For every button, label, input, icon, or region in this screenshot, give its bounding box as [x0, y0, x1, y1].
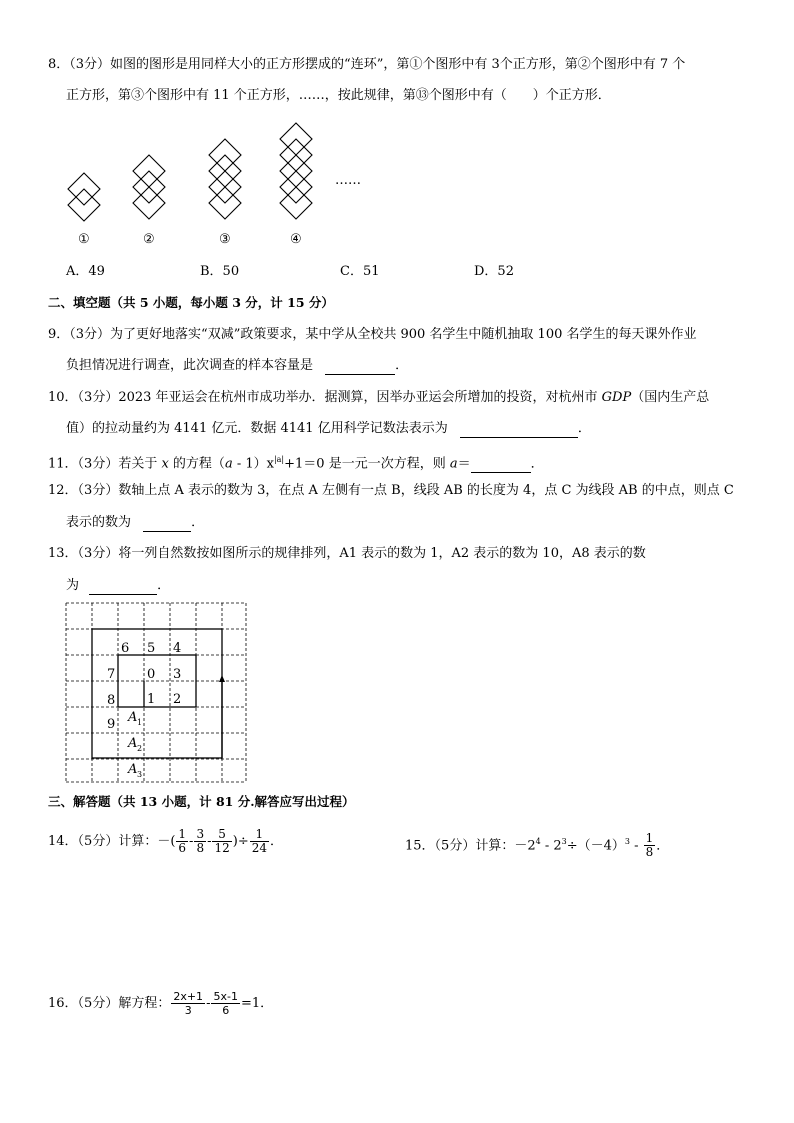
grid-number-3: 3 — [173, 667, 182, 682]
q8-label-2: ② — [143, 232, 155, 247]
section2-title: 二、填空题（共 5 小题，每小题 3 分，计 15 分） — [48, 295, 334, 310]
q8-line2: 正方形，第③个图形中有 11 个正方形，……，按此规律，第⑬个图形中有（ ）个正方形． — [66, 88, 611, 103]
grid-label-a3: A — [128, 762, 138, 777]
q13-line2: 为 ． — [66, 578, 171, 593]
q8-ellipsis: …… — [335, 173, 361, 188]
q15-line: 15．（5分）计算：$-2^4 - 2^3\div(-4)^3$ - $\frac{1}{8}$ ． — [405, 831, 670, 860]
q12-answer-blank[interactable] — [143, 517, 191, 532]
q8-option-b: B．50 — [200, 264, 240, 279]
grid-number-6: 6 — [121, 641, 130, 656]
q9-line2: 负担情况进行调查，此次调查的样本容量是 ． — [66, 358, 409, 373]
q8-option-c: C．51 — [340, 264, 380, 279]
q8-label-4: ④ — [290, 232, 302, 247]
svg-text:3: 3 — [137, 770, 143, 779]
grid-label-a2: A — [128, 736, 138, 751]
q13-answer-blank[interactable] — [89, 580, 157, 595]
q10-line1: 10．（3分）2023 年亚运会在杭州市成功举办．据测算，因举办亚运会所增加的投资，对杭州市 GDP（国内生产总 — [48, 390, 710, 405]
grid-number-8: 8 — [107, 693, 116, 708]
svg-text:1: 1 — [137, 718, 143, 727]
svg-text:2: 2 — [137, 744, 143, 753]
grid-number-9: 9 — [107, 717, 116, 732]
q8-option-a: A．49 — [66, 264, 105, 279]
q11-answer-blank[interactable] — [471, 458, 531, 473]
q9-line1: 9．（3分）为了更好地落实“双减”政策要求，某中学从全校共 900 名学生中随机抽取 100 名学生的每天课外作业 — [48, 327, 697, 342]
q13-spiral-figure — [65, 602, 249, 784]
q8-label-1: ① — [78, 232, 90, 247]
grid-number-1: 1 — [147, 692, 156, 707]
q16-line: 16．（5分）解方程： $\frac{2x+1}{3}$ - $\frac{5x-1}{6}$ =1． — [48, 990, 274, 1017]
grid-number-7: 7 — [107, 667, 116, 682]
q9-answer-blank[interactable] — [325, 360, 395, 375]
q14-line: 14．（5分）计算：－( $\frac{1}{6}$ - $\frac{3}{8}$ - $\frac{5}{12}$ )÷ $\frac{1}{24}$ ． — [48, 827, 284, 855]
q13-line1: 13．（3分）将一列自然数按如图所示的规律排列，A1 表示的数为 1，A2 表示的数为 10，A8 表示的数 — [48, 546, 646, 561]
q10-answer-blank[interactable] — [460, 423, 578, 438]
q12-line1: 12．（3分）数轴上点 A 表示的数为 3，在点 A 左侧有一点 B，线段 AB 的长度为 4，点 C 为线段 AB 的中点，则点 C — [48, 483, 734, 498]
grid-label-a1: A — [128, 710, 138, 725]
section3-title: 三、解答题（共 13 小题，计 81 分.解答应写出过程） — [48, 794, 355, 809]
q12-line2: 表示的数为 ． — [66, 515, 205, 530]
grid-number-4: 4 — [173, 641, 182, 656]
grid-number-0: 0 — [147, 667, 156, 682]
q8-line1: 8．（3分）如图的图形是用同样大小的正方形摆成的“连环”，第①个图形中有 3个正方形，第②个图形中有 7 个 — [48, 57, 686, 72]
q10-line2: 值）的拉动量约为 4141 亿元．数据 4141 亿用科学记数法表示为 ． — [66, 421, 591, 436]
grid-number-5: 5 — [147, 641, 156, 656]
q11-line: 11．（3分）若关于 x 的方程$(a - 1)x^{|a|}+1=0$ 是一元一次方程，则 a＝ ． — [48, 455, 544, 472]
grid-number-2: 2 — [173, 692, 182, 707]
q8-option-d: D．52 — [474, 264, 514, 279]
q8-label-3: ③ — [219, 232, 231, 247]
